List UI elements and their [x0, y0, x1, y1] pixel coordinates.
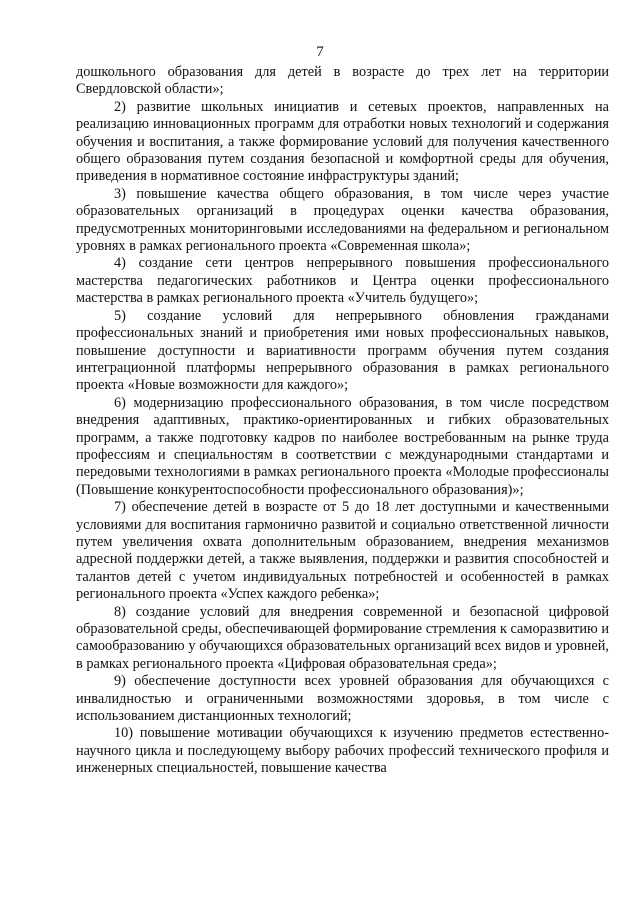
document-body — [76, 64, 609, 778]
paragraph-continuation: дошкольного образования для детей в возрасте до трех лет на территории Свердловской области»; — [76, 64, 609, 98]
list-item-3: 3) повышение качества общего образования, в том числе через участие образовательных организаций в процедурах оценки качества образования, предусмотренных мониторинговыми исследованиями на федеральном и региональном уровнях в рамках регионального проекта «Современная школа»; — [76, 185, 609, 255]
list-item-10: 10) повышение мотивации обучающихся к изучению предметов естественно-научного цикла и последующему выбору рабочих профессий технического профиля и инженерных специальностей, повышение качества — [76, 725, 609, 777]
list-item-7: 7) обеспечение детей в возрасте от 5 до 18 лет доступными и качественными условиями для воспитания гармонично развитой и социально ответственной личности путем увеличения охвата дополнительным образованием, внедрения механизмов адресной поддержки детей, а также выявления, поддержки и развития способностей и талантов детей с учетом индивидуальных потребностей и особенностей в рамках регионального проекта «Успех каждого ребенка»; — [76, 499, 609, 603]
list-item-2: 2) развитие школьных инициатив и сетевых проектов, направленных на реализацию инновационных программ для отработки новых технологий и содержания обучения и воспитания, а также формирование условий для получения качественного общего образования путем создания безопасной и комфортной среды для обучения, приведения в нормативное состояние инфраструктуры зданий; — [76, 98, 609, 185]
list-item-8: 8) создание условий для внедрения современной и безопасной цифровой образовательной среды, обеспечивающей формирование стремления к саморазвитию и самообразованию у обучающихся образовательных организаций всех видов и уровней, в рамках регионального проекта «Цифровая образовательная среда»; — [76, 603, 609, 672]
list-item-5: 5) создание условий для непрерывного обновления гражданами профессиональных знаний и приобретения ими новых профессиональных навыков, повышение доступности и вариативности программ обучения путем создания интеграционной платформы непрерывного образования в рамках регионального проекта «Новые возможности для каждого»; — [76, 307, 609, 394]
list-item-9: 9) обеспечение доступности всех уровней образования для обучающихся с инвалидностью и ограниченными возможностями здоровья, в том числе с использованием дистанционных технологий; — [76, 673, 609, 725]
page-number: 7 — [316, 44, 324, 60]
list-item-6: 6) модернизацию профессионального образования, в том числе посредством внедрения адаптивных, практико-ориентированных и гибких образовательных программ, а также подготовку кадров по наиболее востребованным на рынке труда профессиям и специальностям в соответствии с международными стандартами и передовыми технологиями в рамках регионального проекта «Молодые профессионалы (Повышение конкурентоспособности профессионального образования)»; — [76, 394, 609, 498]
list-item-4: 4) создание сети центров непрерывного повышения профессионального мастерства педагогических работников и Центра оценки профессионального мастерства в рамках регионального проекта «Учитель будущего»; — [76, 255, 609, 307]
